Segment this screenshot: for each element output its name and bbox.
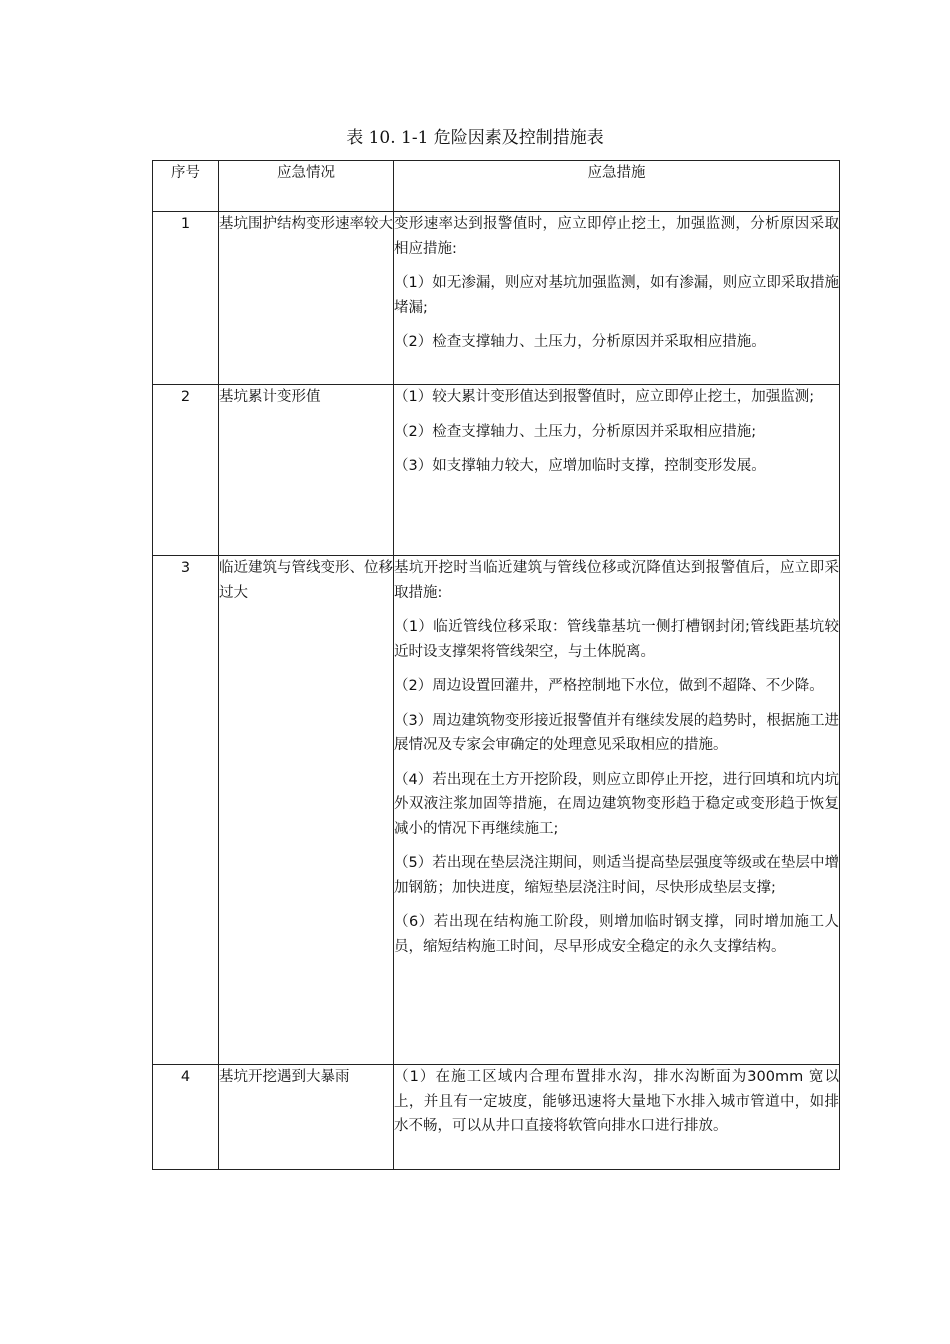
measure-item: （1）临近管线位移采取：管线靠基坑一侧打槽钢封闭;管线距基坑较近时设支撑架将管线架空，与土体脱离。 <box>394 619 839 660</box>
measure-item: （3）周边建筑物变形接近报警值并有继续发展的趋势时，根据施工进展情况及专家会审确定的处理意见采取相应的措施。 <box>394 712 839 753</box>
measure-item: （1）在施工区域内合理布置排水沟，排水沟断面为300mm 宽以上，并且有一定坡度，能够迅速将大量地下水排入城市管道中，如排水不畅，可以从井口直接将软管向排水口进行排放。 <box>394 1069 839 1134</box>
measure-item: （2）检查支撑轴力、土压力，分析原因并采取相应措施; <box>394 423 757 440</box>
row-situation: 临近建筑与管线变形、位移过大 <box>219 556 394 1065</box>
hazard-control-table <box>152 160 840 1170</box>
header-measures: 应急措施 <box>394 161 840 212</box>
row-seq: 3 <box>153 556 219 1065</box>
measure-item: （2）周边设置回灌井，严格控制地下水位，做到不超降、不少降。 <box>394 678 824 694</box>
row-seq: 1 <box>153 212 219 385</box>
table-row <box>153 212 840 385</box>
measure-item: （1）较大累计变形值达到报警值时，应立即停止挖土，加强监测; <box>394 389 815 405</box>
table-title: 表 10. 1-1 危险因素及控制措施表 <box>346 128 604 148</box>
measure-item: 基坑开挖时当临近建筑与管线位移或沉降值达到报警值后，应立即采取措施: <box>394 560 839 601</box>
row-measures <box>394 385 840 556</box>
table-header-row <box>153 161 840 212</box>
row-measures <box>394 556 840 1065</box>
row-seq: 4 <box>153 1065 219 1170</box>
header-seq: 序号 <box>153 161 219 212</box>
measure-item: （1）如无渗漏，则应对基坑加强监测，如有渗漏，则应立即采取措施堵漏; <box>394 275 839 316</box>
row-situation: 基坑围护结构变形速率较大 <box>219 212 394 385</box>
row-situation: 基坑开挖遇到大暴雨 <box>219 1065 394 1170</box>
table-row <box>153 1065 840 1170</box>
measure-item: （5）若出现在垫层浇注期间，则适当提高垫层强度等级或在垫层中增加钢筋；加快进度，缩短垫层浇注时间，尽快形成垫层支撑; <box>394 855 839 896</box>
table-row <box>153 556 840 1065</box>
row-situation: 基坑累计变形值 <box>219 385 394 556</box>
measure-item: （3）如支撑轴力较大，应增加临时支撑，控制变形发展。 <box>394 458 766 474</box>
measure-item: （6）若出现在结构施工阶段，则增加临时钢支撑，同时增加施工人员，缩短结构施工时间，尽早形成安全稳定的永久支撑结构。 <box>394 914 839 955</box>
header-situation: 应急情况 <box>219 161 394 212</box>
measure-item: （4）若出现在土方开挖阶段，则应立即停止开挖，进行回填和坑内坑外双液注浆加固等措施，在周边建筑物变形趋于稳定或变形趋于恢复减小的情况下再继续施工; <box>394 771 839 837</box>
measure-item: 变形速率达到报警值时，应立即停止挖土，加强监测，分析原因采取相应措施: <box>394 216 839 257</box>
row-seq: 2 <box>153 385 219 556</box>
measure-item: （2）检查支撑轴力、土压力，分析原因并采取相应措施。 <box>394 334 766 350</box>
table-row <box>153 385 840 556</box>
row-measures <box>394 1065 840 1170</box>
row-measures <box>394 212 840 385</box>
